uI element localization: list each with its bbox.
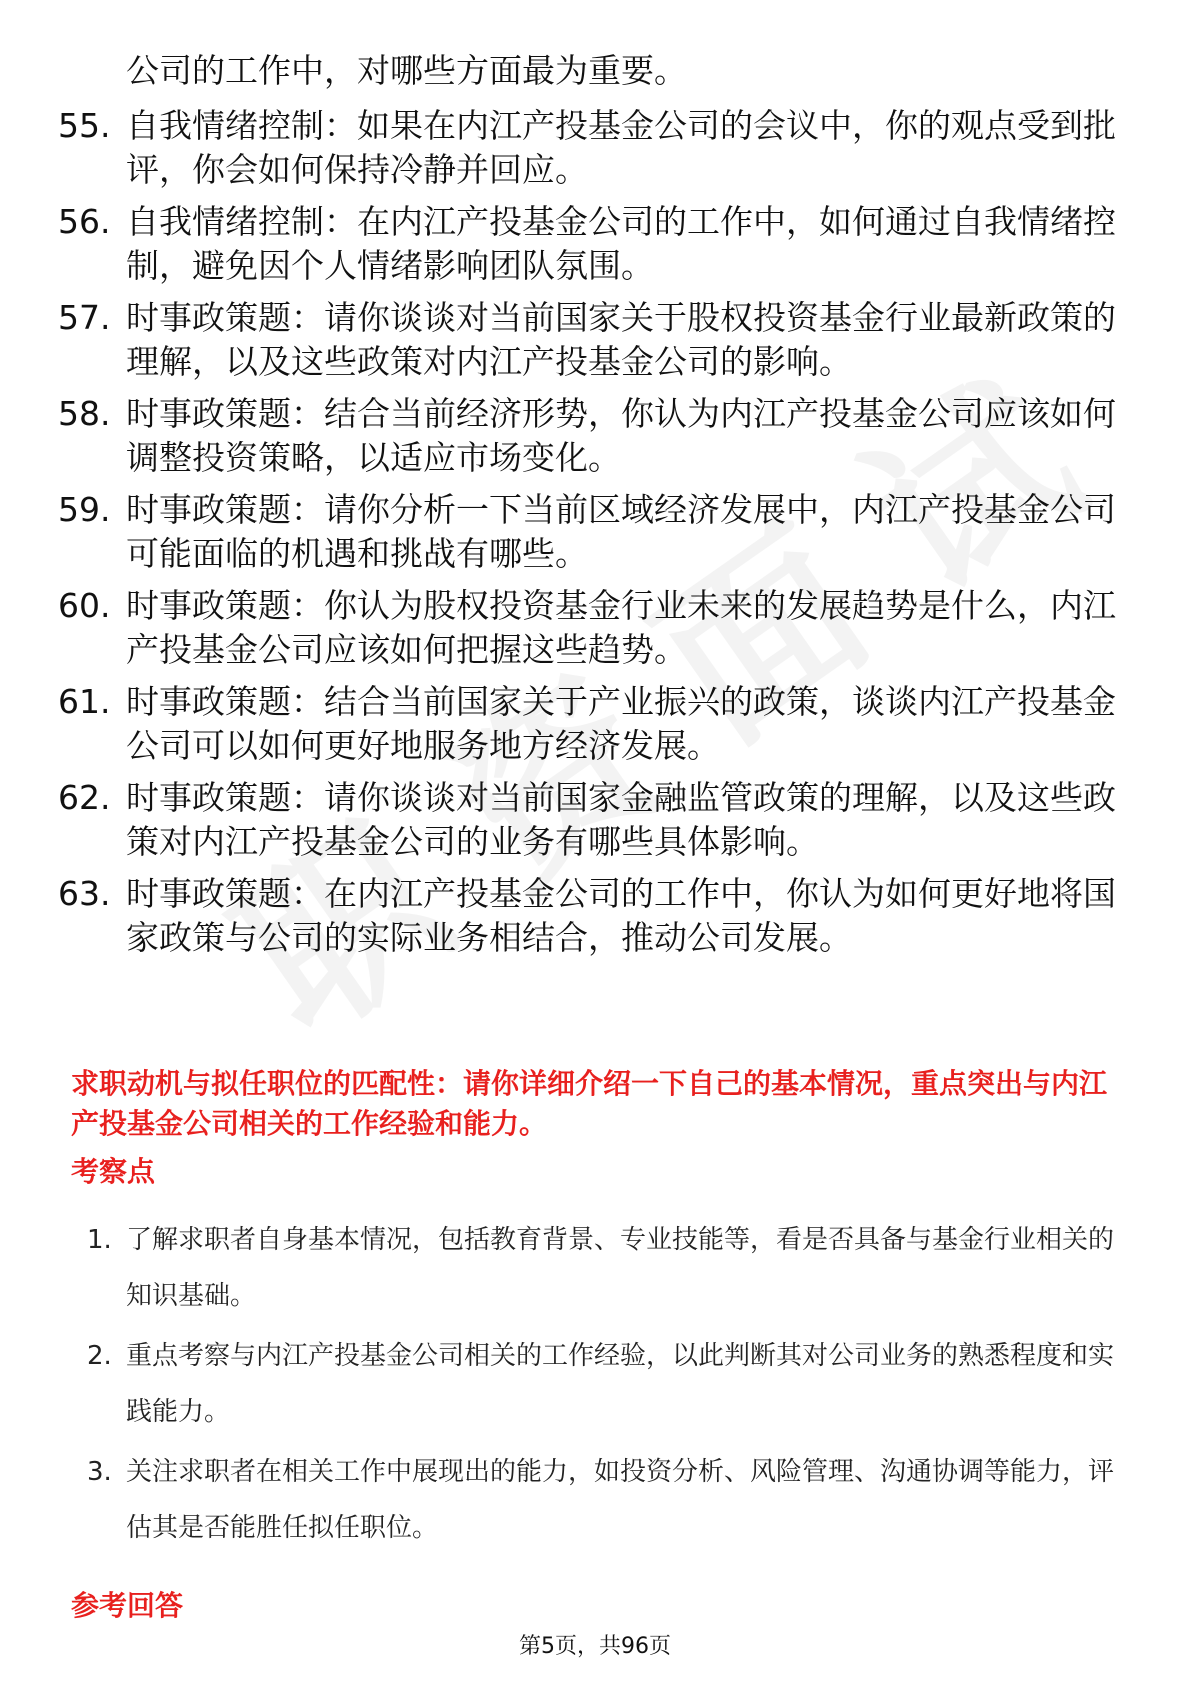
question-text: 时事政策题：结合当前国家关于产业振兴的政策，谈谈内江产投基金公司可以如何更好地服务地方经济发展。 bbox=[126, 682, 1116, 765]
question-text: 时事政策题：你认为股权投资基金行业未来的发展趋势是什么，内江产投基金公司应该如何把握这些趋势。 bbox=[126, 586, 1116, 669]
question-number: 63. bbox=[58, 874, 111, 913]
page-number: 第5页，共96页 bbox=[519, 1634, 671, 1659]
focus-heading: 考察点 bbox=[71, 1155, 156, 1188]
focus-point-text: 关注求职者在相关工作中展现出的能力，如投资分析、风险管理、沟通协调等能力，评估其是否能胜任拟任职位。 bbox=[126, 1457, 1115, 1543]
question-number: 56. bbox=[58, 202, 111, 241]
question-number: 55. bbox=[58, 106, 111, 145]
focus-point-number: 1. bbox=[87, 1225, 112, 1255]
question-number: 61. bbox=[58, 682, 111, 721]
question-text: 时事政策题：在内江产投基金公司的工作中，你认为如何更好地将国家政策与公司的实际业务相结合，推动公司发展。 bbox=[126, 874, 1116, 957]
question-number: 62. bbox=[58, 778, 111, 817]
question-number: 59. bbox=[58, 490, 111, 529]
focus-point-number: 3. bbox=[87, 1457, 112, 1487]
focus-point-text: 重点考察与内江产投基金公司相关的工作经验，以此判断其对公司业务的熟悉程度和实践能力。 bbox=[126, 1341, 1115, 1427]
question-text: 时事政策题：结合当前经济形势，你认为内江产投基金公司应该如何调整投资策略，以适应市场变化。 bbox=[126, 394, 1116, 477]
question-text: 时事政策题：请你谈谈对当前国家金融监管政策的理解，以及这些政策对内江产投基金公司的业务有哪些具体影响。 bbox=[126, 778, 1116, 861]
question-number: 60. bbox=[58, 586, 111, 625]
answer-heading: 参考回答 bbox=[71, 1589, 184, 1622]
focus-point-text: 了解求职者自身基本情况，包括教育背景、专业技能等，看是否具备与基金行业相关的知识基础。 bbox=[126, 1225, 1115, 1311]
question-number: 57. bbox=[58, 298, 111, 337]
question-text: 自我情绪控制：如果在内江产投基金公司的会议中，你的观点受到批评，你会如何保持冷静并回应。 bbox=[126, 106, 1116, 189]
question-number: 58. bbox=[58, 394, 111, 433]
focus-point-number: 2. bbox=[87, 1341, 112, 1371]
section-title: 求职动机与拟任职位的匹配性：请你详细介绍一下自己的基本情况，重点突出与内江产投基金公司相关的工作经验和能力。 bbox=[71, 1067, 1108, 1140]
question-text: 自我情绪控制：在内江产投基金公司的工作中，如何通过自我情绪控制，避免因个人情绪影响团队氛围。 bbox=[126, 202, 1116, 285]
question-text: 时事政策题：请你谈谈对当前国家关于股权投资基金行业最新政策的理解，以及这些政策对内江产投基金公司的影响。 bbox=[126, 298, 1116, 381]
question-continuation: 公司的工作中，对哪些方面最为重要。 bbox=[126, 51, 687, 90]
question-text: 时事政策题：请你分析一下当前区域经济发展中，内江产投基金公司可能面临的机遇和挑战有哪些。 bbox=[126, 490, 1116, 573]
